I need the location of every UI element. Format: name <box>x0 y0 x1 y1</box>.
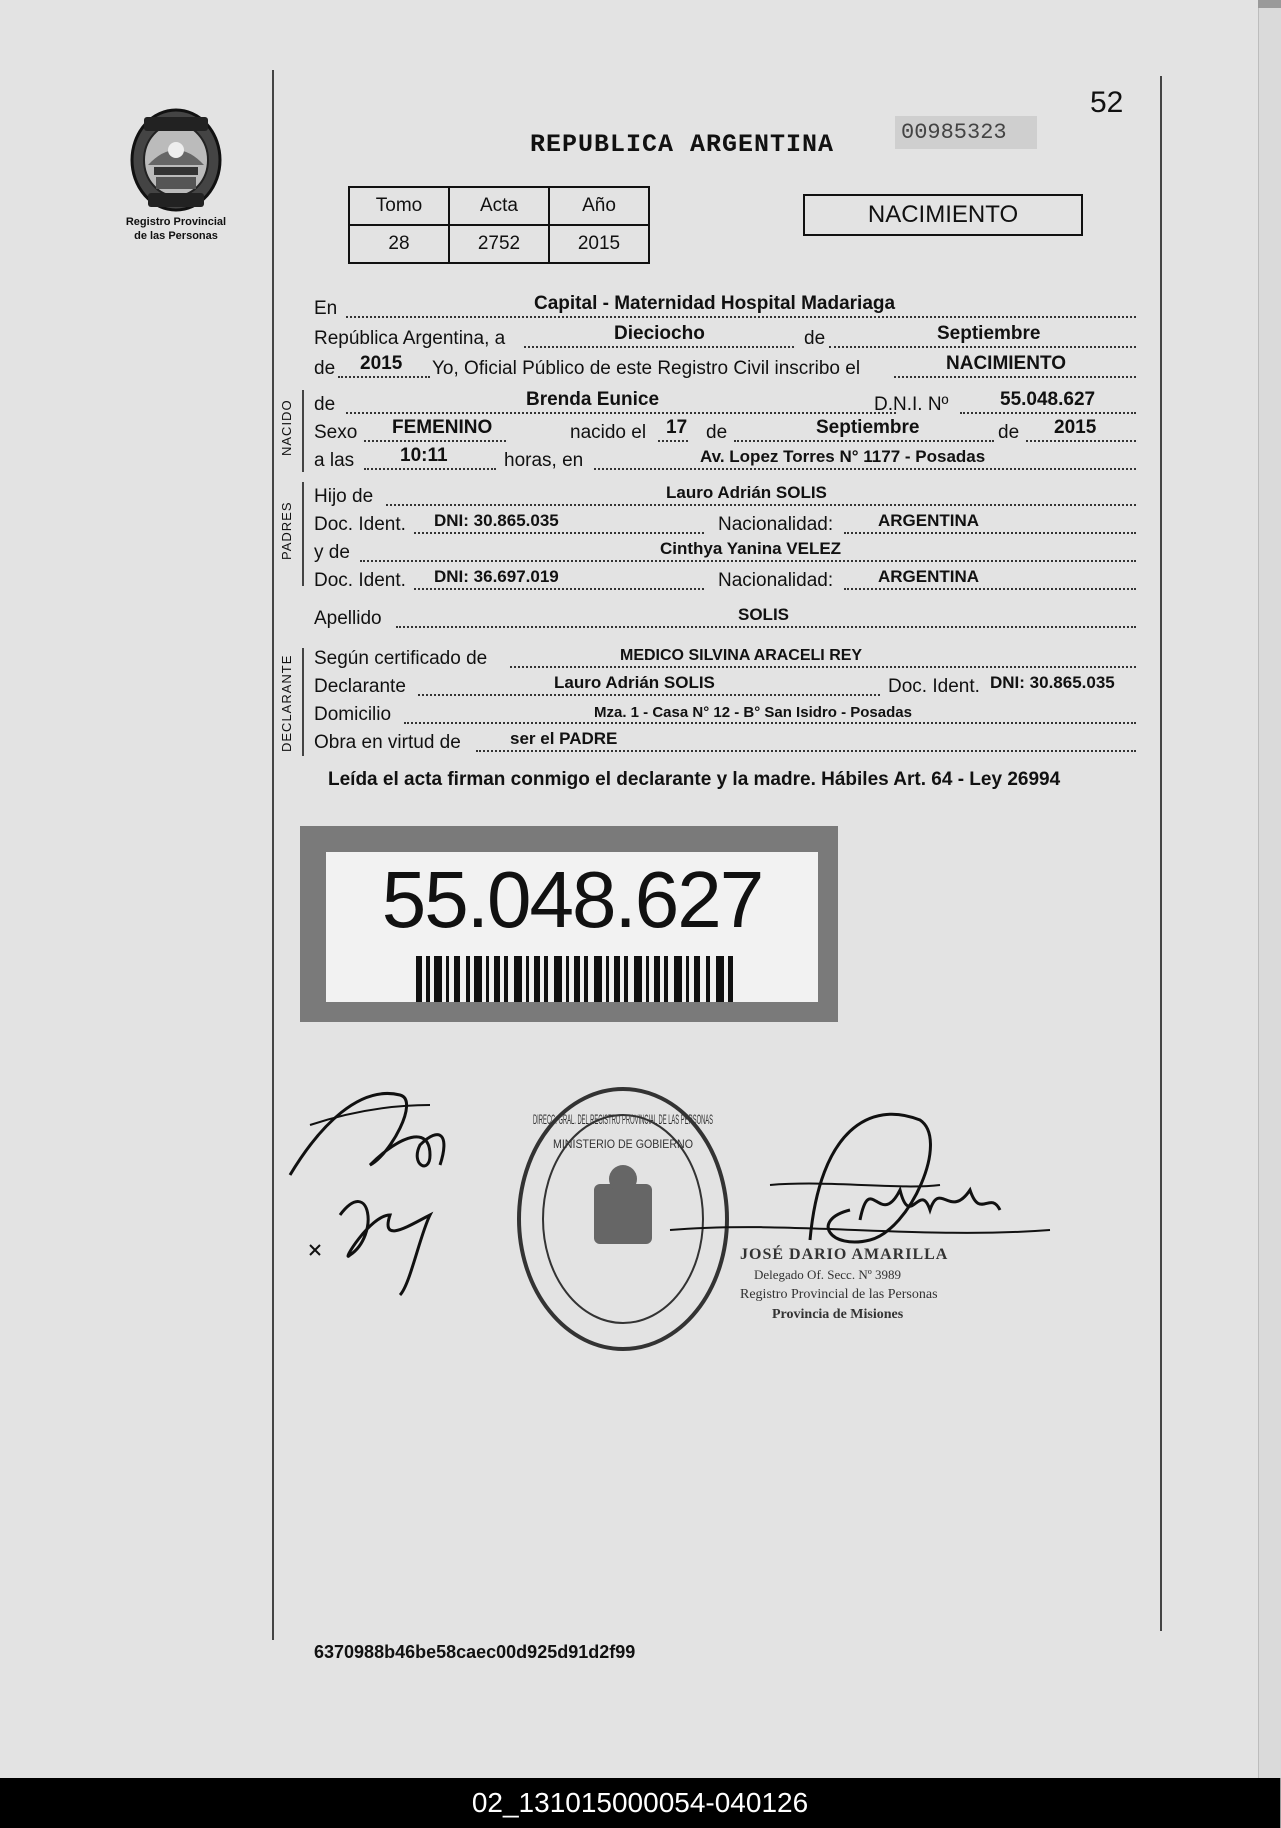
registry-logo <box>118 105 234 243</box>
document-title: REPUBLICA ARGENTINA <box>530 130 835 159</box>
de-month-label: de <box>998 422 1020 443</box>
barcode-number: 55.048.627 <box>381 855 763 944</box>
official-signature-block <box>740 1245 948 1325</box>
month-value: Septiembre <box>937 323 1041 344</box>
mother-name-value: Cinthya Yanina VELEZ <box>660 539 842 558</box>
registry-table <box>348 186 650 264</box>
serial-number: 00985323 <box>895 116 1037 149</box>
day-word-value: Dieciocho <box>614 323 705 344</box>
mother-doc-label: Doc. Ident. <box>314 570 406 591</box>
horas-label: horas, en <box>504 450 584 471</box>
record-type-box: NACIMIENTO <box>803 194 1083 236</box>
father-name-value: Lauro Adrián SOLIS <box>666 483 827 502</box>
child-name-value: Brenda Eunice <box>526 389 660 410</box>
de-name-label: de <box>314 394 336 415</box>
declarante-label: Declarante <box>314 676 406 697</box>
birth-year-value: 2015 <box>1054 417 1097 438</box>
father-nat-value: ARGENTINA <box>878 511 980 530</box>
right-margin-line <box>1160 76 1162 1631</box>
year-value: 2015 <box>360 353 403 374</box>
apellido-value: SOLIS <box>738 605 790 624</box>
cert-value: MEDICO SILVINA ARACELI REY <box>620 647 863 664</box>
de-day-label: de <box>706 422 728 443</box>
barcode-icon <box>416 956 736 1002</box>
dni-label: D.N.I. Nº <box>874 394 949 415</box>
father-doc-value: DNI: 30.865.035 <box>434 511 559 530</box>
nacido-bar <box>302 390 304 472</box>
place-value: Capital - Maternidad Hospital Madariaga <box>534 293 896 314</box>
mother-nat-value: ARGENTINA <box>878 567 980 586</box>
row-birth <box>314 418 1134 444</box>
province-emblem-icon <box>126 105 226 215</box>
stamp-outer-text: DIRECC. GRAL. DEL REGISTRO PROVINCIAL DE LAS PERSONAS <box>533 1111 713 1127</box>
hijo-label: Hijo de <box>314 486 374 507</box>
domicilio-value: Mza. 1 - Casa N° 12 - B° San Isidro - Posadas <box>594 704 912 721</box>
official-name: JOSÉ DARIO AMARILLA <box>740 1246 949 1263</box>
closing-note: Leída el acta firman conmigo el declarante y la madre. Hábiles Art. 64 - Ley 26994 <box>328 769 1061 790</box>
obra-value: ser el PADRE <box>510 729 618 748</box>
declarante-doc-value: DNI: 30.865.035 <box>990 673 1115 692</box>
sexo-value: FEMENINO <box>392 417 493 438</box>
row-place <box>314 294 1134 320</box>
en-label: En <box>314 298 338 319</box>
document-hash: 6370988b46be58caec00d925d91d2f99 <box>314 1642 636 1662</box>
sheet-edge <box>1258 8 1281 1778</box>
row-father-doc <box>314 510 1134 536</box>
logo-caption-line1: Registro Provincial <box>125 216 227 228</box>
apellido-label: Apellido <box>314 608 382 629</box>
row-mother <box>314 538 1134 564</box>
page-number: 52 <box>1090 86 1124 119</box>
row-mother-doc <box>314 566 1134 592</box>
file-id-bar: 02_131015000054-040126 <box>0 1778 1280 1828</box>
declarante-value: Lauro Adrián SOLIS <box>554 673 715 692</box>
padres-bar <box>302 482 304 586</box>
official-province: Provincia de Misiones <box>772 1307 904 1322</box>
time-value: 10:11 <box>400 445 448 466</box>
nacido-section-label: NACIDO <box>279 399 294 456</box>
acta-header: Acta <box>449 187 549 225</box>
cert-label: Según certificado de <box>314 648 488 669</box>
declarante-section-label: DECLARANTE <box>279 654 294 752</box>
obra-label: Obra en virtud de <box>314 732 461 753</box>
row-surname <box>314 604 1134 630</box>
nacido-label: nacido el <box>570 422 647 443</box>
father-nat-label: Nacionalidad: <box>718 514 834 535</box>
anio-value: 2015 <box>549 225 649 263</box>
birth-address-value: Av. Lopez Torres N° 1177 - Posadas <box>700 447 986 466</box>
de-label: de <box>804 328 826 349</box>
inscribe-type-value: NACIMIENTO <box>946 353 1066 374</box>
left-margin-line <box>272 70 274 1640</box>
birth-month-value: Septiembre <box>816 417 920 438</box>
republica-label: República Argentina, a <box>314 328 506 349</box>
official-office: Registro Provincial de las Personas <box>740 1287 938 1302</box>
birth-day-value: 17 <box>666 417 688 438</box>
declarante-bar <box>302 648 304 756</box>
father-doc-label: Doc. Ident. <box>314 514 406 535</box>
row-declarant <box>314 672 1134 698</box>
year-label: de <box>314 358 336 379</box>
padres-section-label: PADRES <box>279 501 294 560</box>
declarante-doc-label: Doc. Ident. <box>888 676 980 697</box>
row-name <box>314 390 1134 416</box>
mother-doc-value: DNI: 36.697.019 <box>434 567 559 586</box>
dni-barcode-sticker <box>300 826 838 1022</box>
official-role: Delegado Of. Secc. Nº 3989 <box>754 1267 901 1282</box>
domicilio-label: Domicilio <box>314 704 392 725</box>
row-certificate <box>314 644 1134 670</box>
row-officer <box>314 354 1134 380</box>
anio-header: Año <box>549 187 649 225</box>
declarant-signature <box>280 1065 500 1305</box>
stamp-inner-text: MINISTERIO DE GOBIERNO <box>553 1137 693 1151</box>
sexo-label: Sexo <box>314 422 358 443</box>
row-date <box>314 324 1134 350</box>
officer-text: Yo, Oficial Público de este Registro Civil inscribo el <box>432 358 861 379</box>
y-de-label: y de <box>314 542 350 563</box>
mother-nat-label: Nacionalidad: <box>718 570 834 591</box>
a-las-label: a las <box>314 450 355 471</box>
row-father <box>314 482 1134 508</box>
tomo-header: Tomo <box>349 187 449 225</box>
row-time <box>314 446 1134 472</box>
acta-value: 2752 <box>449 225 549 263</box>
row-domicile <box>314 700 1134 726</box>
child-dni-value: 55.048.627 <box>1000 389 1096 410</box>
row-obra <box>314 728 1134 754</box>
logo-caption-line2: de las Personas <box>134 230 218 242</box>
tomo-value: 28 <box>349 225 449 263</box>
